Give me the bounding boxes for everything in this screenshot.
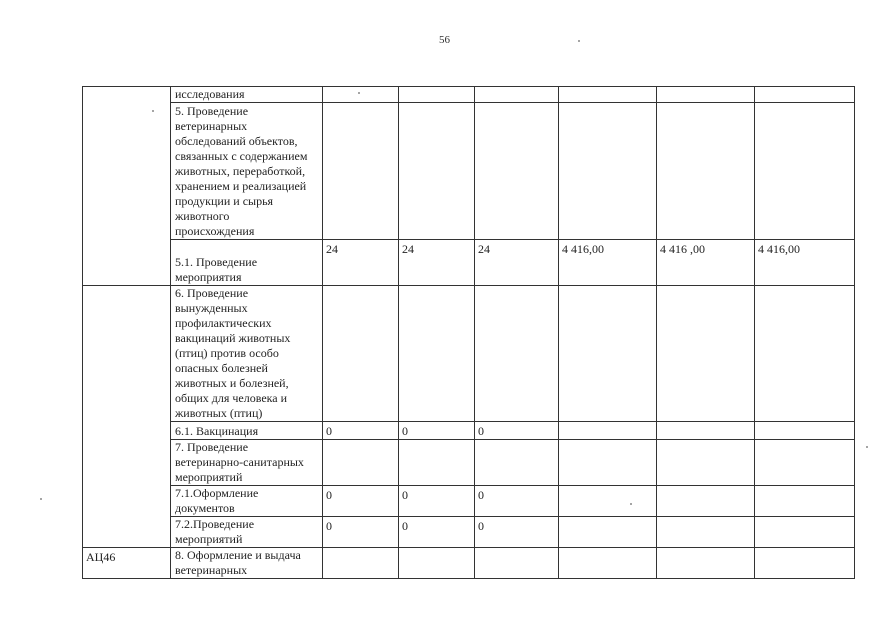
value-cell (399, 103, 475, 240)
value-cell: 0 (475, 422, 559, 440)
table-row (83, 240, 855, 286)
services-table (82, 86, 855, 579)
value-cell (755, 103, 855, 240)
service-name-cell: 8. Оформление и выдача ветеринарных (171, 548, 323, 579)
value-cell (475, 286, 559, 422)
value-cell (399, 440, 475, 486)
service-name-cell: 6.1. Вакцинация (171, 422, 323, 440)
value-cell: 24 (475, 240, 559, 286)
service-name-cell: 6. Проведение вынужденных профилактических вакцинаций животных (птиц) против особо опасных болезней животных и болезней, общих для человека и животных (птиц) (171, 286, 323, 422)
scan-speck (358, 92, 360, 94)
value-cell (559, 87, 657, 103)
value-cell (399, 548, 475, 579)
value-cell (755, 517, 855, 548)
value-cell: 24 (399, 240, 475, 286)
value-cell (559, 103, 657, 240)
value-cell (657, 286, 755, 422)
value-cell (559, 517, 657, 548)
scan-speck (40, 498, 42, 500)
value-cell: 4 416,00 (755, 240, 855, 286)
value-cell (657, 486, 755, 517)
value-cell (323, 103, 399, 240)
table-row (83, 286, 855, 422)
code-cell (83, 286, 171, 548)
value-cell: 0 (323, 422, 399, 440)
scan-speck (866, 446, 868, 448)
service-name-cell: 7.1.Оформление документов (171, 486, 323, 517)
value-cell (657, 422, 755, 440)
value-cell: 0 (399, 486, 475, 517)
value-cell: 0 (399, 517, 475, 548)
value-cell (323, 87, 399, 103)
service-name-cell: 5.1. Проведение мероприятия (171, 240, 323, 286)
service-name-cell: исследования (171, 87, 323, 103)
service-name-cell: 7. Проведение ветеринарно-санитарных мероприятий (171, 440, 323, 486)
table-row (83, 548, 855, 579)
value-cell (755, 286, 855, 422)
table-row (83, 87, 855, 103)
value-cell (559, 440, 657, 486)
scan-speck (152, 110, 154, 112)
table-row (83, 517, 855, 548)
value-cell: 24 (323, 240, 399, 286)
value-cell (657, 87, 755, 103)
value-cell (323, 440, 399, 486)
value-cell (755, 486, 855, 517)
code-cell (83, 87, 171, 286)
value-cell (657, 440, 755, 486)
code-cell: АЦ46 (83, 548, 171, 579)
value-cell: 0 (323, 486, 399, 517)
value-cell (475, 548, 559, 579)
value-cell (475, 87, 559, 103)
value-cell (559, 548, 657, 579)
service-name-cell: 7.2.Проведение мероприятий (171, 517, 323, 548)
scan-speck (578, 40, 580, 42)
value-cell (399, 87, 475, 103)
value-cell (559, 486, 657, 517)
value-cell: 0 (399, 422, 475, 440)
value-cell: 4 416,00 (559, 240, 657, 286)
value-cell (475, 103, 559, 240)
table-row (83, 486, 855, 517)
value-cell (323, 548, 399, 579)
value-cell (755, 87, 855, 103)
value-cell (657, 103, 755, 240)
value-cell: 0 (323, 517, 399, 548)
value-cell (323, 286, 399, 422)
value-cell (755, 422, 855, 440)
value-cell (399, 286, 475, 422)
value-cell (559, 286, 657, 422)
scan-speck (630, 503, 632, 505)
value-cell: 0 (475, 486, 559, 517)
table-row (83, 103, 855, 240)
value-cell (559, 422, 657, 440)
page-number: 56 (439, 34, 450, 46)
value-cell (755, 548, 855, 579)
table-row (83, 422, 855, 440)
value-cell: 0 (475, 517, 559, 548)
service-name-cell: 5. Проведение ветеринарных обследований объектов, связанных с содержанием животных, переработкой, хранением и реализацией продукции и сырья животного происхождения (171, 103, 323, 240)
value-cell (657, 548, 755, 579)
value-cell (755, 440, 855, 486)
table-row (83, 440, 855, 486)
value-cell (475, 440, 559, 486)
value-cell (657, 517, 755, 548)
value-cell: 4 416 ,00 (657, 240, 755, 286)
